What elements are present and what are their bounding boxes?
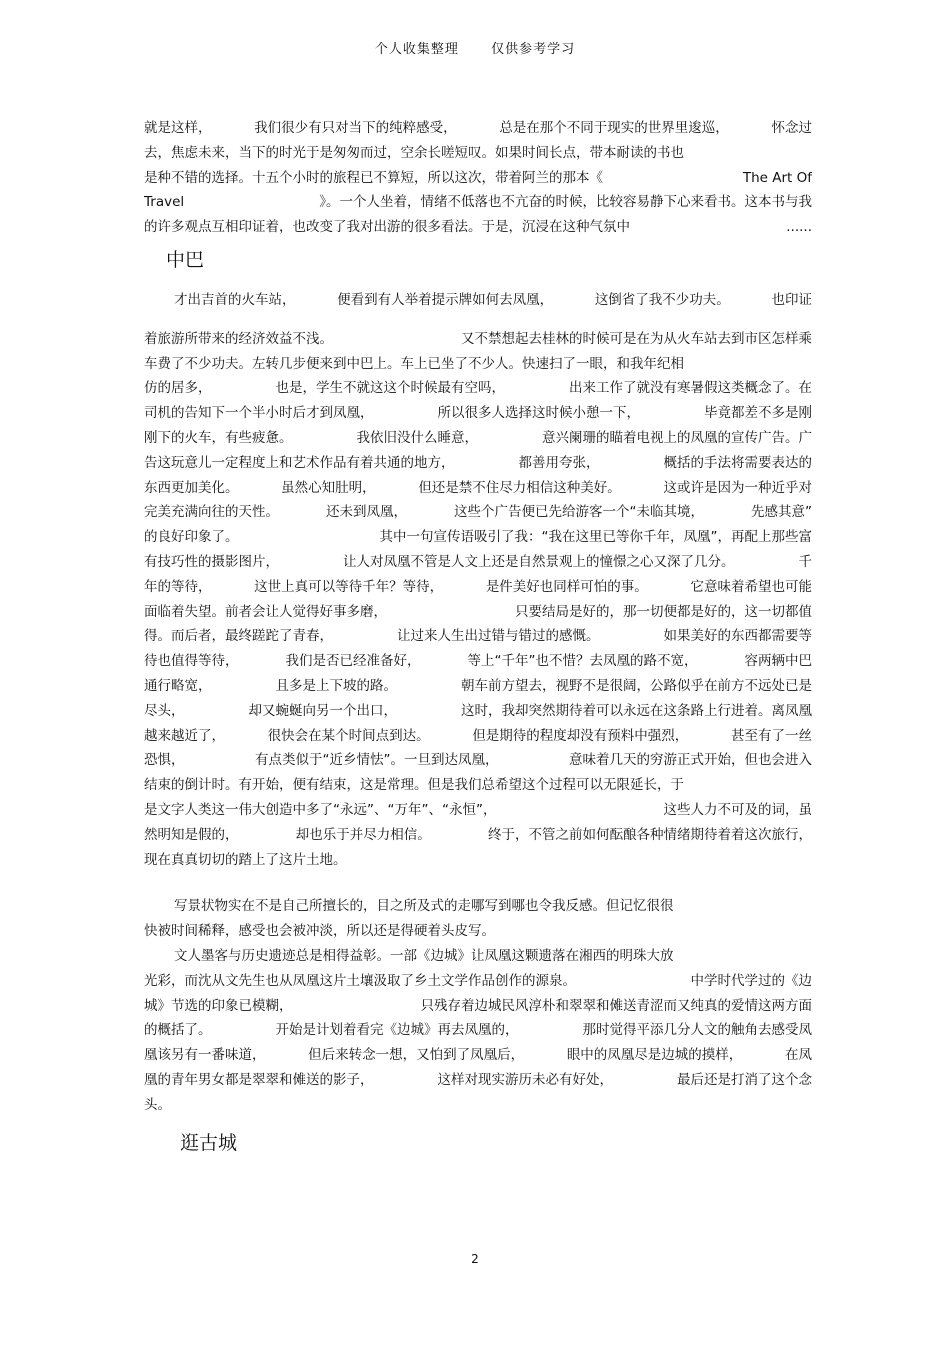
text-line: 城》节选的印象已模糊， 只残存着边城民风淳朴和翠翠和傩送青涩而又纯真的爱情这两方面 [144, 997, 812, 1014]
text-line: 凰该另有一番味道， 但后来转念一想，又怕到了凤凰后， 眼中的凤凰尽是边城的摸样， 在凤 [144, 1047, 812, 1064]
text-line: 面临着失望。前者会让人觉得好事多磨， 只要结局是好的，那一切便都是好的，这一切都值 [144, 603, 812, 620]
header-left-text: 个人收集整理 [374, 42, 459, 57]
text-line: 完美充满向往的天性。 还未到凤凰， 这些个广告便已先给游客一个“未临其境， 先感其意” [144, 504, 812, 521]
text-line: 刚下的火车，有些疲惫。 我依旧没什么睡意， 意兴阑珊的瞄着电视上的凤凰的宣传广告。广 [144, 429, 812, 446]
text-line: 现在真真切切的踏上了这片土地。 [144, 851, 347, 868]
text-line: 的良好印象了。 其中一句宣传语吸引了我：“我在这里已等你千年，凤凰”，再配上那些富 [144, 529, 812, 546]
text-line: 写景状物实在不是自己所擅长的，目之所及式的走哪写到哪也令我反感。但记忆很很 [174, 898, 674, 915]
text-line: 得。而后者，最终蹉跎了青春， 让过来人生出过错与错过的感慨。 如果美好的东西都需要等 [144, 628, 812, 645]
text-line: 司机的告知下一个半小时后才到凤凰， 所以很多人选择这时候小憩一下， 毕竟都差不多是刚 [144, 405, 812, 422]
text-line: 车费了不少功夫。左转几步便来到中巴上。车上已坐了不少人。快速扫了一眼，和我年纪相 [144, 355, 684, 372]
text-line: 是文字人类这一伟大创造中多了“永远”、“万年”、“永恒”， 这些人力不可及的词，虽 [144, 801, 812, 818]
text-line: 尽头， 却又蜿蜒向另一个出口， 这时，我却突然期待着可以永远在这条路上行进着。离凤凰 [144, 702, 812, 719]
text-line: 结束的倒计时。有开始，便有结束，这是常理。但是我们总希望这个过程可以无限延长，于 [144, 777, 684, 794]
text-line: 恐惧， 有点类似于“近乡情怯”。一旦到达凤凰， 意味着几天的穷游正式开始，但也会进入 [144, 752, 812, 769]
text-line: 文人墨客与历史遗迹总是相得益彰。一部《边城》让凤凰这颗遗落在湘西的明珠大放 [174, 947, 674, 964]
text-line: 凰的青年男女都是翠翠和傩送的影子， 这样对现实游历未必有好处， 最后还是打消了这个念 [144, 1071, 812, 1088]
text-line: 东西更加美化。 虽然心知肚明， 但还是禁不住尽力相信这种美好。 这或许是因为一种近乎对 [144, 479, 812, 496]
paragraph-biancheng [144, 944, 812, 1118]
section-zhongba-paragraph [144, 288, 812, 872]
text-line: 告这玩意儿一定程度上和艺术作品有着共通的地方， 都善用夸张， 概括的手法将需要表达的 [144, 454, 812, 471]
text-line: 才出吉首的火车站， 便看到有人举着提示牌如何去凤凰， 这倒省了我不少功夫。 也印证 [174, 291, 812, 308]
text-line: 头。 [144, 1096, 171, 1113]
text-line: Travel 》。一个人坐着，情绪不低落也不亢奋的时候，比较容易静下心来看书。这本书与我 [144, 194, 812, 211]
text-line: 着旅游所带来的经济效益不浅。 又不禁想起去桂林的时候可是在为从火车站去到市区怎样乘 [144, 330, 812, 347]
page-number: 2 [471, 1252, 479, 1266]
header-right-text: 仅供参考学习 [491, 42, 576, 57]
text-line: 有技巧性的摄影图片， 让人对凤凰不管是人文上还是自然景观上的憧憬之心又深了几分。 千 [144, 553, 812, 570]
paragraph-writing [144, 894, 812, 944]
text-line: 越来越近了， 很快会在某个时间点到达。 但是期待的程度却没有预料中强烈， 甚至有了一丝 [144, 727, 812, 744]
section-heading-zhongba: 中巴 [166, 248, 205, 271]
text-line: 快被时间稀释，感受也会被冲淡，所以还是得硬着头皮写。 [144, 923, 495, 940]
text-line: 就是这样， 我们很少有只对当下的纯粹感受， 总是在那个不同于现实的世界里逡巡， 怀念过 [144, 120, 812, 136]
intro-paragraph [144, 116, 812, 240]
text-line: 是种不错的选择。十五个小时的旅程已不算短，所以这次，带着阿兰的那本《 The Art Of [144, 169, 812, 186]
text-line: 待也值得等待， 我们是否已经准备好， 等上“千年”也不惜？去凤凰的路不宽， 容两辆中巴 [144, 653, 812, 670]
text-line: 年的等待， 这世上真可以等待千年？等待， 是件美好也同样可怕的事。 它意味着希望也可能 [144, 578, 812, 595]
text-line: 仿的居多， 也是，学生不就这这个时候最有空吗， 出来工作了就没有寒暑假这类概念了。在 [144, 380, 812, 397]
text-line: 通行略宽， 且多是上下坡的路。 朝车前方望去，视野不是很阔，公路似乎在前方不远处已是 [144, 677, 812, 694]
section-heading-guguchang: 逛古城 [180, 1132, 238, 1155]
text-line: 然明知是假的， 却也乐于并尽力相信。 终于，不管之前如何酝酿各种情绪期待着着这次旅行， [144, 826, 812, 843]
text-line: 的概括了。 开始是计划着看完《边城》再去凤凰的， 那时觉得平添几分人文的触角去感受凤 [144, 1022, 812, 1039]
text-line: 去，焦虑未来，当下的时光于是匆匆而过，空余长嗟短叹。如果时间长点，带本耐读的书也 [144, 144, 684, 161]
page-header [0, 38, 950, 57]
document-body [144, 116, 812, 1171]
text-line: 的许多观点互相印证着，也改变了我对出游的很多看法。于是，沉浸在这种气氛中 ...... [144, 219, 812, 236]
text-line: 光彩，而沈从文先生也从凤凰这片土壤汲取了乡土文学作品创作的源泉。 中学时代学过的《边 [144, 972, 812, 989]
